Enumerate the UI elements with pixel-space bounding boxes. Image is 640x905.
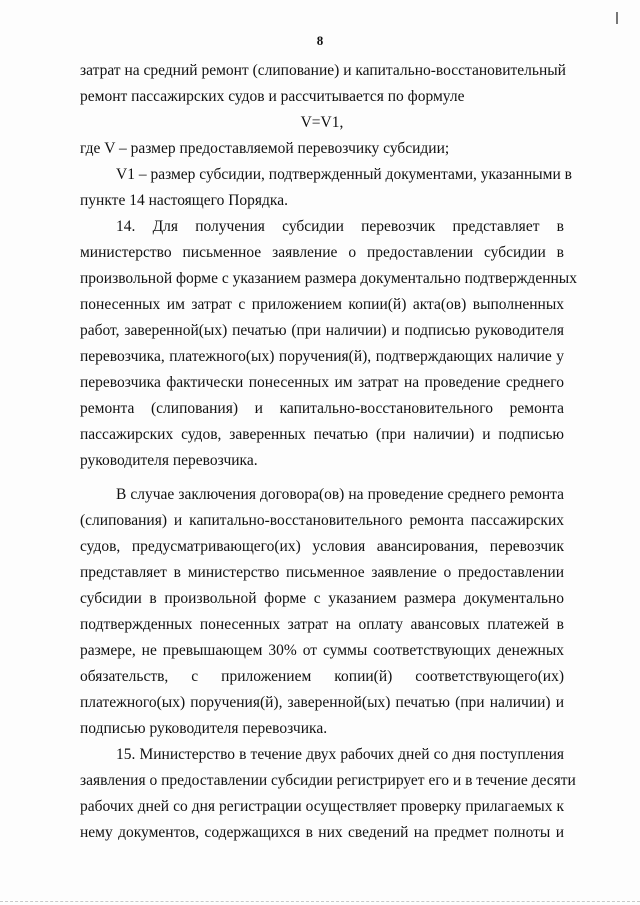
text-line: V=V1, — [300, 114, 344, 131]
text-line: перевозчика, платежного(ых) поручения(й), подтверждающих наличие у — [80, 348, 564, 365]
text-line: подписью руководителя перевозчика. — [80, 720, 328, 737]
text-line: 15. Министерство в течение двух рабочих дней со дня поступления — [116, 746, 564, 763]
text-line: ремонт пассажирских судов и рассчитывается по формуле — [80, 88, 465, 105]
scan-edge — [0, 900, 640, 902]
text-line: произвольной форме с указанием размера документально подтвержденных — [80, 270, 577, 287]
text-line: судов, предусматривающего(их) условия авансирования, перевозчик — [80, 538, 564, 555]
text-line: обязательств, с приложением копии(й) соответствующего(их) — [80, 668, 564, 685]
text-line: платежного(ых) поручения(й), заверенной(ых) печатью (при наличии) и — [80, 694, 564, 711]
text-line: затрат на средний ремонт (слипование) и капитально-восстановительный — [80, 62, 566, 79]
text-line: подтвержденных понесенных затрат на оплату авансовых платежей в — [80, 616, 564, 633]
text-line: ремонта (слипования) и капитально-восстановительного ремонта — [80, 400, 564, 417]
text-line: пассажирских судов, заверенных печатью (при наличии) и подписью — [80, 426, 564, 443]
text-line: перевозчика фактически понесенных им затрат на проведение среднего — [80, 374, 564, 391]
scan-mark — [616, 12, 618, 24]
text-line: представляет в министерство письменное заявление о предоставлении — [80, 564, 564, 581]
text-line: субсидии в произвольной форме с указанием размера документально — [80, 590, 564, 607]
text-line: размере, не превышающем 30% от суммы соответствующих денежных — [80, 642, 564, 659]
text-line: пункте 14 настоящего Порядка. — [80, 192, 288, 209]
text-line: руководителя перевозчика. — [80, 452, 258, 469]
text-line: работ, заверенной(ых) печатью (при наличии) и подписью руководителя — [80, 322, 564, 339]
text-line: V1 – размер субсидии, подтвержденный документами, указанными в — [116, 166, 572, 183]
text-line: министерство письменное заявление о предоставлении субсидии в — [80, 244, 564, 261]
text-line: рабочих дней со дня регистрации осуществляет проверку прилагаемых к — [80, 798, 564, 815]
text-line: 14. Для получения субсидии перевозчик представляет в — [116, 218, 564, 235]
text-line: заявления о предоставлении субсидии регистрирует его и в течение десяти — [80, 772, 576, 789]
text-line: (слипования) и капитально-восстановительного ремонта пассажирских — [80, 512, 564, 529]
page-number: 8 — [316, 33, 324, 48]
document-body — [80, 58, 577, 846]
text-line: нему документов, содержащихся в них сведений на предмет полноты и — [80, 824, 564, 841]
paragraph-gap — [80, 474, 564, 482]
text-line: В случае заключения договора(ов) на проведение среднего ремонта — [116, 486, 564, 503]
text-line: где V – размер предоставляемой перевозчику субсидии; — [80, 140, 450, 157]
text-line: понесенных им затрат с приложением копии(й) акта(ов) выполненных — [80, 296, 564, 313]
